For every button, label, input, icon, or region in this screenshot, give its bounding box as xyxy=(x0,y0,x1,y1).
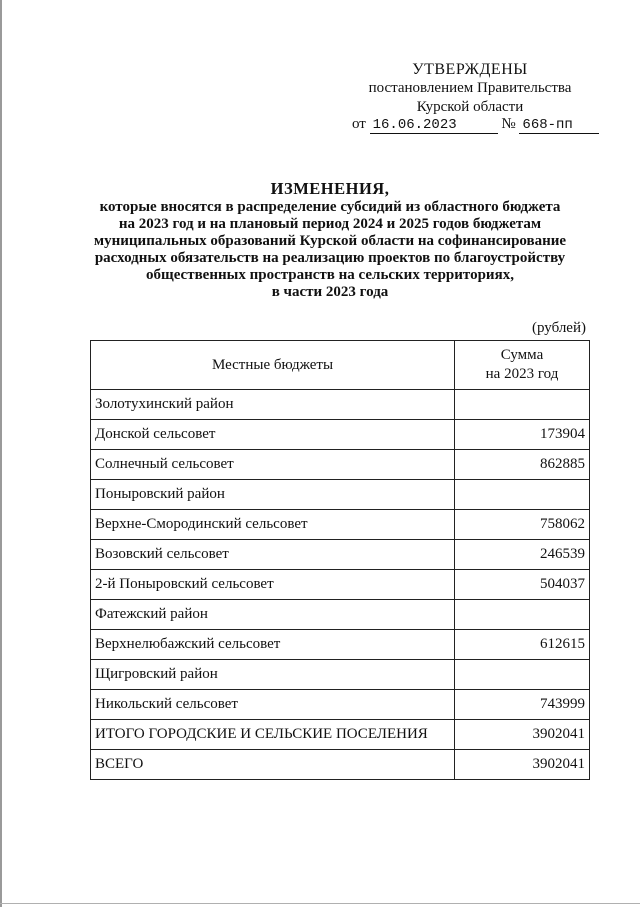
budget-amount: 504037 xyxy=(455,570,590,600)
table-row xyxy=(91,540,590,570)
heading-line: общественных пространств на сельских территориях, xyxy=(146,267,514,283)
heading-line: на 2023 год и на плановый период 2024 и 2025 годов бюджетам xyxy=(118,216,542,232)
heading-line: в части 2023 года xyxy=(271,284,389,300)
approval-number: 668-пп xyxy=(519,117,599,134)
approval-line-1: постановлением Правительства xyxy=(368,80,572,96)
budget-name: Солнечный сельсовет xyxy=(91,450,455,480)
budget-name: Донской сельсовет xyxy=(91,420,455,450)
table-row xyxy=(91,450,590,480)
budget-amount: 758062 xyxy=(455,510,590,540)
heading-title: ИЗМЕНЕНИЯ, xyxy=(270,179,390,198)
approval-title: УТВЕРЖДЕНЫ xyxy=(412,61,528,78)
approval-block xyxy=(340,60,600,117)
table-row xyxy=(91,510,590,540)
number-prefix: № xyxy=(501,116,516,132)
budget-name: Верхне-Смородинский сельсовет xyxy=(91,510,455,540)
budget-name: Никольский сельсовет xyxy=(91,690,455,720)
document-heading xyxy=(80,180,580,301)
approval-line-2: Курской области xyxy=(416,99,524,115)
subsidy-table xyxy=(90,340,590,780)
column-header-amount xyxy=(455,341,590,390)
amount-header-line-1: Сумма xyxy=(500,347,544,363)
budget-amount xyxy=(455,600,590,630)
heading-line: которые вносятся в распределение субсидий из областного бюджета xyxy=(99,199,561,215)
table-row xyxy=(91,630,590,660)
budget-amount: 246539 xyxy=(455,540,590,570)
budget-amount: 743999 xyxy=(455,690,590,720)
page-bottom-edge xyxy=(0,903,640,904)
budget-name: ВСЕГО xyxy=(91,750,455,780)
table-row xyxy=(91,600,590,630)
table-row xyxy=(91,690,590,720)
table-row xyxy=(91,480,590,510)
table-header-row xyxy=(91,341,590,390)
budget-amount xyxy=(455,480,590,510)
budget-name: ИТОГО ГОРОДСКИЕ И СЕЛЬСКИЕ ПОСЕЛЕНИЯ xyxy=(91,720,455,750)
table-row xyxy=(91,420,590,450)
units-label: (рублей) xyxy=(531,320,586,336)
budget-amount: 3902041 xyxy=(455,750,590,780)
budget-amount: 173904 xyxy=(455,420,590,450)
page-left-edge xyxy=(0,0,2,907)
budget-name: Фатежский район xyxy=(91,600,455,630)
budget-name: Верхнелюбажский сельсовет xyxy=(91,630,455,660)
date-prefix: от xyxy=(352,116,366,132)
amount-header-line-2: на 2023 год xyxy=(485,366,559,382)
budget-amount xyxy=(455,390,590,420)
budget-amount: 862885 xyxy=(455,450,590,480)
approval-date-line xyxy=(352,116,599,134)
table-row-total xyxy=(91,750,590,780)
column-header-budgets: Местные бюджеты xyxy=(91,341,455,390)
budget-amount: 612615 xyxy=(455,630,590,660)
table-row-subtotal xyxy=(91,720,590,750)
table-row xyxy=(91,570,590,600)
heading-line: муниципальных образований Курской области на софинансирование xyxy=(93,233,567,249)
budget-name: Щигровский район xyxy=(91,660,455,690)
table-row xyxy=(91,660,590,690)
budget-amount: 3902041 xyxy=(455,720,590,750)
heading-line: расходных обязательств на реализацию проектов по благоустройству xyxy=(94,250,566,266)
table-row xyxy=(91,390,590,420)
budget-amount xyxy=(455,660,590,690)
budget-name: Золотухинский район xyxy=(91,390,455,420)
budget-name: 2-й Поныровский сельсовет xyxy=(91,570,455,600)
approval-date: 16.06.2023 xyxy=(370,117,498,134)
budget-name: Поныровский район xyxy=(91,480,455,510)
budget-name: Возовский сельсовет xyxy=(91,540,455,570)
